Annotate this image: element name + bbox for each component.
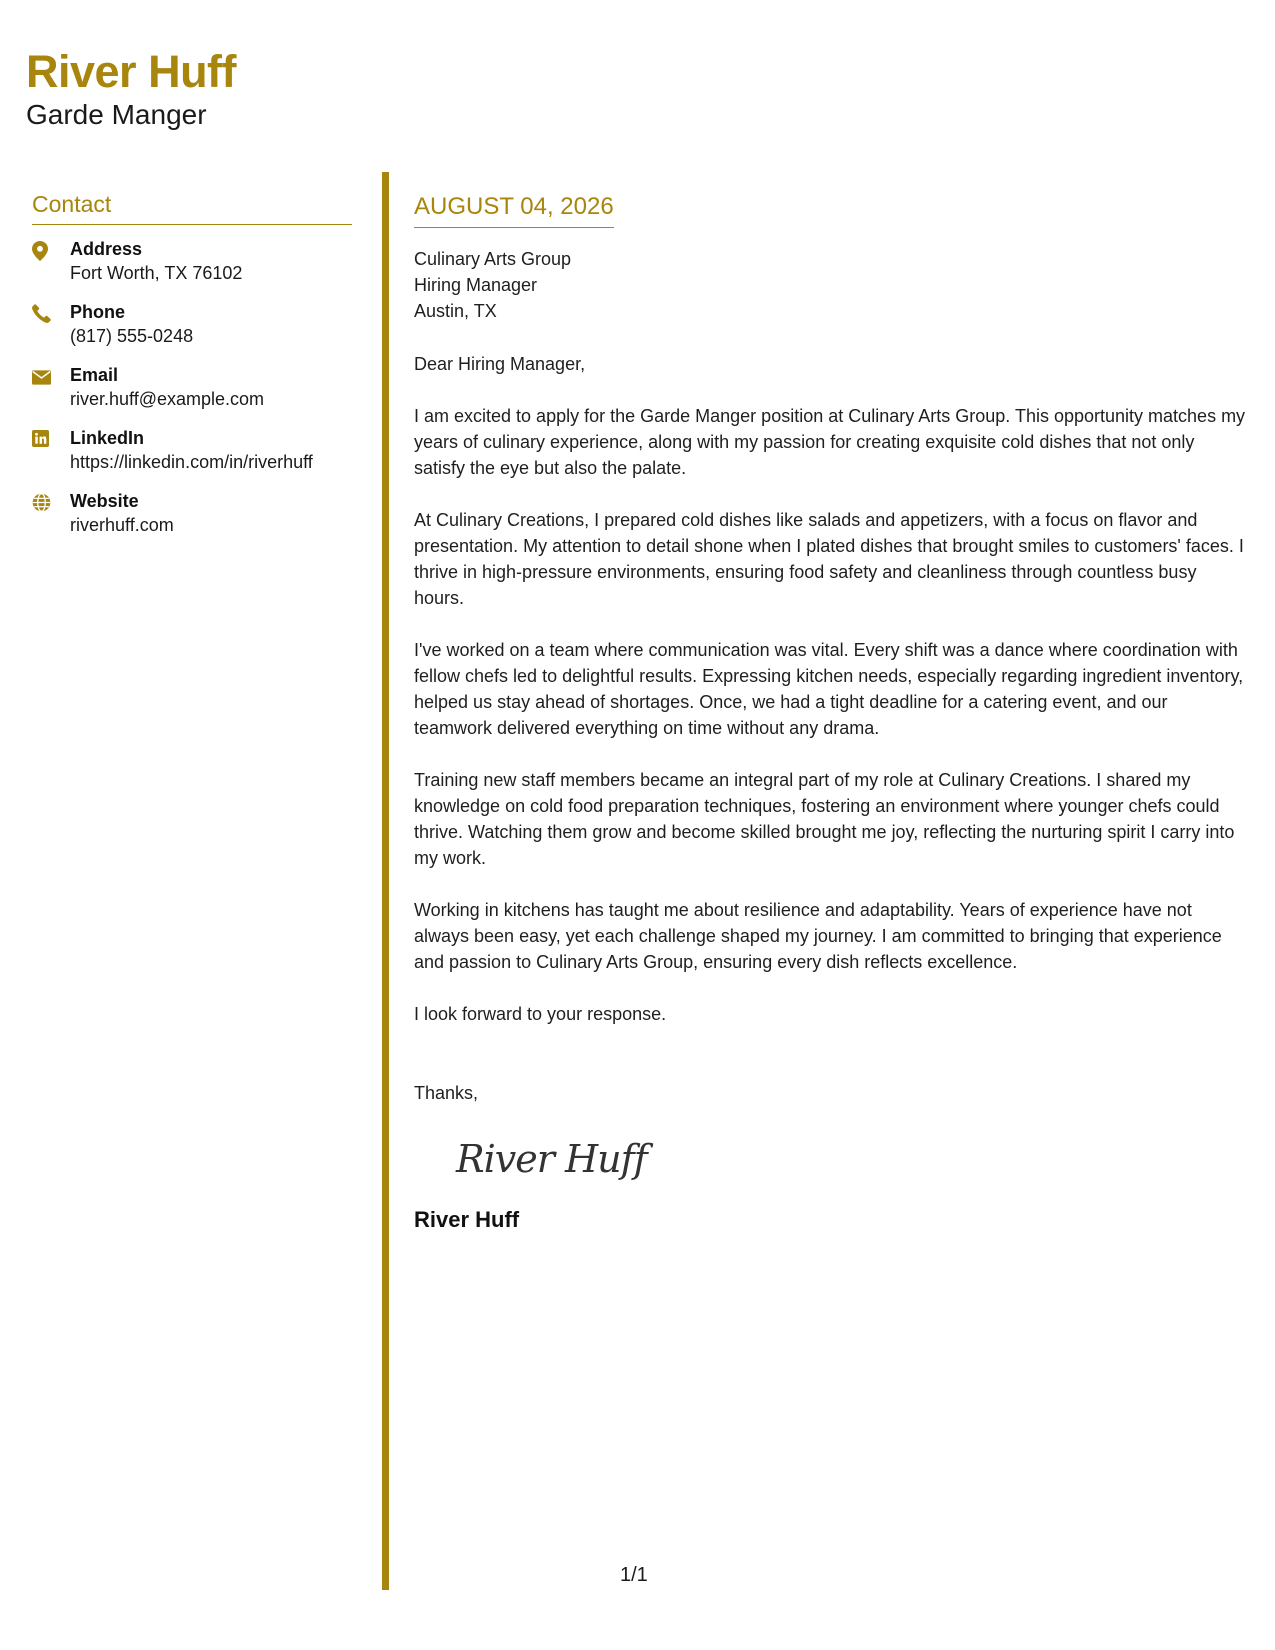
contact-item-linkedin (32, 426, 352, 489)
closing-line: I look forward to your response. (414, 1004, 667, 1024)
contact-sidebar (32, 190, 352, 552)
contact-value[interactable]: https://linkedin.com/in/riverhuff (70, 452, 313, 472)
letter-paragraph: At Culinary Creations, I prepared cold dishes like salads and appetizers, with a focus on flavor and presentation. My attention to detail shone when I plated dishes that brought smiles to customers' faces. I thrive in high-pressure environments, ensuring food safety and cleanliness through countless busy hours. (414, 510, 1244, 608)
contact-label: Address (70, 239, 143, 259)
recipient-company: Culinary Arts Group (414, 249, 572, 269)
letter-date: AUGUST 04, 2026 (414, 192, 614, 228)
map-pin-icon (32, 237, 70, 261)
contact-value[interactable]: riverhuff.com (70, 515, 174, 535)
contact-item-website (32, 489, 352, 552)
handwritten-signature: River Huff (456, 1137, 647, 1181)
globe-icon (32, 489, 70, 512)
letter-paragraph: Training new staff members became an integral part of my role at Culinary Creations. I shared my knowledge on cold food preparation techniques, fostering an environment where younger chefs could thrive. Watching them grow and become skilled brought me joy, reflecting the nurturing spirit I carry into my work. (414, 770, 1235, 868)
contact-item-email (32, 363, 352, 426)
envelope-icon (32, 363, 70, 385)
applicant-name: River Huff (26, 46, 237, 97)
letter-paragraph: Working in kitchens has taught me about resilience and adaptability. Years of experience have not always been easy, yet each challenge shaped my journey. I am committed to bringing that experience and passion to Culinary Arts Group, ensuring every dish reflects excellence. (414, 900, 1222, 972)
contact-label: Email (70, 365, 119, 385)
contact-value: (817) 555-0248 (70, 326, 194, 346)
phone-icon (32, 300, 70, 323)
recipient-title: Hiring Manager (414, 275, 538, 295)
contact-value: Fort Worth, TX 76102 (70, 263, 243, 283)
signer-name: River Huff (414, 1207, 520, 1232)
page-number: 1/1 (620, 1564, 648, 1586)
contact-item-phone (32, 300, 352, 363)
contact-label: Website (70, 491, 139, 511)
recipient-location: Austin, TX (414, 301, 497, 321)
contact-label: LinkedIn (70, 428, 145, 448)
letter-paragraph: I am excited to apply for the Garde Manger position at Culinary Arts Group. This opportunity matches my years of culinary experience, along with my passion for creating exquisite cold dishes that not only satisfy the eye but also the palate. (414, 406, 1246, 478)
contact-item-address (32, 237, 352, 300)
contact-value[interactable]: river.huff@example.com (70, 389, 265, 409)
contact-list (32, 237, 352, 552)
cover-letter-body (414, 192, 1249, 1234)
contact-heading: Contact (32, 190, 352, 225)
signoff: Thanks, (414, 1083, 479, 1103)
resume-header (26, 46, 236, 132)
applicant-role: Garde Manger (26, 99, 207, 130)
salutation: Dear Hiring Manager, (414, 354, 586, 374)
linkedin-icon (32, 426, 70, 447)
recipient-block (414, 246, 1249, 324)
letter-paragraph: I've worked on a team where communication was vital. Every shift was a dance where coordination with fellow chefs led to delightful results. Expressing kitchen needs, especially regarding ingredient inventory, helped us stay ahead of shortages. Once, we had a tight deadline for a catering event, and our teamwork delivered everything on time without any drama. (414, 640, 1244, 738)
vertical-divider (382, 172, 389, 1590)
contact-label: Phone (70, 302, 126, 322)
